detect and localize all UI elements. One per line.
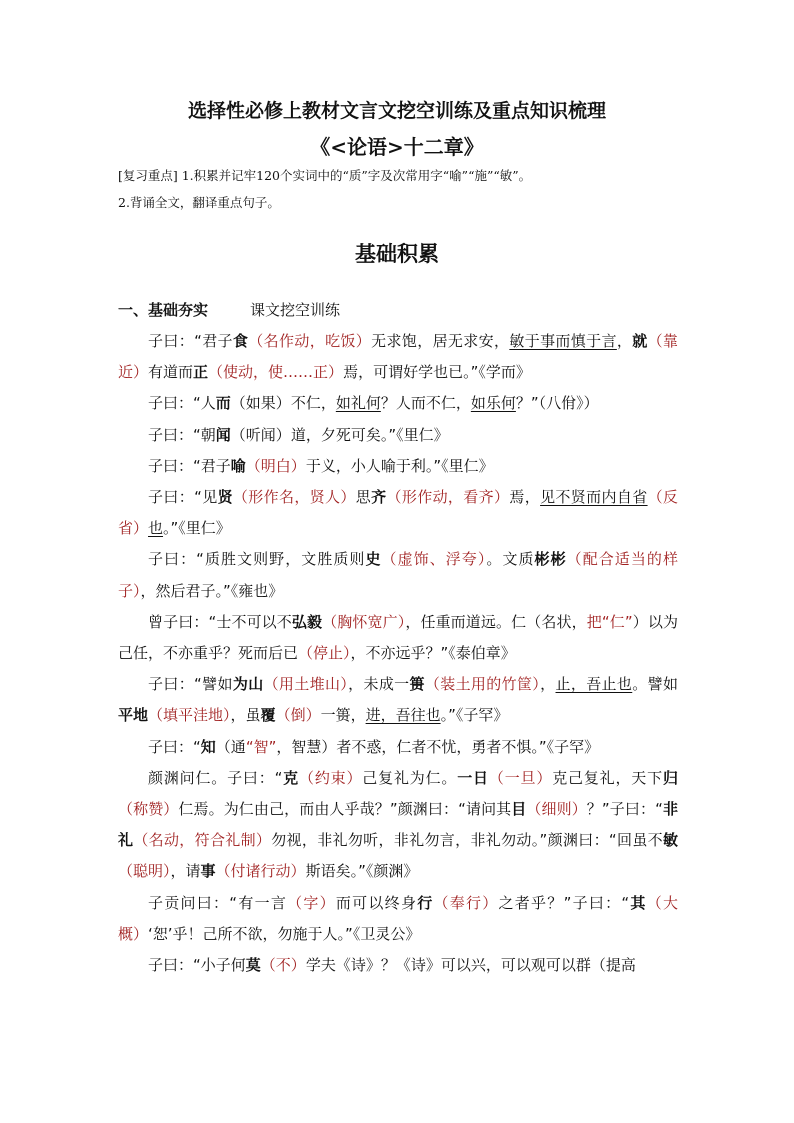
text-segment: ？”子曰：“ [586,800,663,819]
key-word: 而 [215,394,231,413]
text-segment: 子贡问曰：“有一言 [148,893,288,912]
key-word: 喻 [230,456,246,475]
review-points-line-2: 2.背诵全文，翻译重点句子。 [118,195,280,210]
text-segment: 曾子曰：“士不可以不 [148,612,292,631]
text-segment: 子曰：“ [148,737,201,756]
text-segment: 学夫《诗》？《诗》可以兴，可以观可以群（提高 [305,956,636,975]
text-paragraph [118,482,678,544]
annotation-note: （大概） [118,893,678,943]
key-word: 非礼 [118,800,678,850]
key-word: 篑 [409,675,425,694]
text-segment: 子曰：“质胜文则野，文胜质则 [148,550,366,569]
text-segment: 子曰：“譬如 [148,675,233,694]
key-word: 贤 [217,488,233,507]
annotation-note: “智” [245,737,277,756]
text-paragraph [118,950,678,981]
key-word: 齐 [371,488,387,507]
exercise-body [118,326,678,981]
annotation-note: （形作动，看齐） [386,488,510,507]
text-segment: 子曰：“君子 [148,332,233,350]
text-segment: 。文质 [486,550,535,569]
text-segment: 子曰：“见 [148,488,218,507]
annotation-note: 把“仁” [586,612,633,631]
text-segment: ， [540,675,556,694]
annotation-note: （名动，符合礼制） [133,831,272,850]
text-segment: 一篑， [320,706,366,725]
text-segment: （通 [215,737,246,756]
key-sentence: 也 [148,519,164,538]
text-paragraph [118,669,678,731]
key-word: 覆 [260,706,276,725]
annotation-note: （用土堆山） [263,675,349,694]
text-paragraph [118,388,678,419]
text-paragraph [118,451,678,482]
key-sentence: 止，吾止也 [555,675,633,694]
key-word: 就 [632,332,648,350]
text-segment: 勿视，非礼勿听，非礼勿言，非礼勿动。”颜渊曰：“回虽不 [271,831,663,850]
text-segment: 无求饱，居无求安， [371,332,510,350]
document-subtitle: 《<论语>十二章》 [310,135,484,159]
key-word: 食 [232,332,249,350]
annotation-note: （停止） [298,644,351,663]
text-segment: 子曰：“人 [148,394,216,413]
key-word: 其 [629,893,647,912]
annotation-note: （虚饰、浮夸） [381,550,487,569]
text-segment: ，任重而道远。仁（名状， [405,612,587,631]
text-segment: 之者乎？”子曰：“ [498,893,630,912]
key-word: 正 [193,363,209,382]
part-heading [118,299,340,320]
text-segment: 。”《子罕》 [440,706,509,725]
annotation-note: （细则） [526,800,587,819]
text-segment: 焉， [509,488,541,507]
key-word: 一日 [457,768,489,787]
annotation-note: （字） [287,893,336,912]
text-paragraph [118,732,678,763]
text-segment: 己复礼为仁。 [362,768,458,787]
text-segment: 子曰：“朝 [148,425,216,444]
key-word: 归 [662,768,678,787]
key-word: 为山 [232,675,264,694]
text-paragraph [118,607,678,669]
text-segment: 克己复礼，天下 [552,768,663,787]
text-segment: （听闻） [230,425,291,444]
key-sentence: 如礼何 [335,394,381,413]
annotation-note: （胸怀宽广） [322,612,406,631]
text-paragraph [118,420,678,451]
annotation-note: （使动，使……正） [208,363,344,382]
text-segment: 颜渊问仁。子曰：“ [148,768,283,787]
key-word: 史 [365,550,382,569]
key-word: 行 [417,893,434,912]
text-paragraph [118,326,678,388]
text-segment: ‘恕’乎！己所不欲，勿施于人。”《卫灵公》 [148,924,421,943]
text-segment: ）以为己任，不亦重乎？死而后已 [118,612,678,663]
annotation-note: （反省） [118,488,678,538]
text-segment: 斯语矣。”《颜渊》 [305,862,419,881]
annotation-note: （名作动，吃饭） [248,332,372,350]
annotation-note: （聪明） [118,862,171,881]
key-word: 彬彬 [534,550,567,569]
text-segment: 子曰：“小子何 [148,956,246,975]
annotation-note: （约束） [299,768,363,787]
annotation-note: （靠近） [118,332,678,382]
text-segment: 仁焉。为仁由己，而由人乎哉？”颜渊曰：“请问其 [178,800,512,819]
key-sentence: 进，吾往也 [365,706,441,725]
text-segment: 而可以终身 [335,893,418,912]
text-segment: 于义，小人喻于利。”《里仁》 [305,456,494,475]
key-word: 目 [511,800,527,819]
text-segment: 者不惑，仁者不忧，勇者不惧。”《子罕》 [336,737,600,756]
key-sentence: 敏于事而慎于言 [509,332,617,350]
key-word: 平地 [118,706,149,725]
annotation-note: （明白） [245,456,306,475]
key-word: 弘毅 [291,612,323,631]
text-paragraph [118,888,678,950]
text-segment: ， [616,332,633,350]
text-paragraph [118,763,678,888]
key-sentence: 如乐何 [470,394,516,413]
text-segment: ？人而不仁， [380,394,471,413]
text-segment: 有道而 [148,363,194,382]
text-segment: 道，夕死可矣。”《里仁》 [290,425,449,444]
annotation-note: （一旦） [488,768,553,787]
key-word: 敏 [662,831,678,850]
key-word: 莫 [245,956,261,975]
text-segment: 子曰：“君子 [148,456,231,475]
key-sentence: 见不贤而内自省 [540,488,648,507]
text-segment: （如果） [230,394,291,413]
annotation-note: （装土用的竹筐） [424,675,541,694]
annotation-note: （付诸行动） [215,862,306,881]
part-subtitle: 课文挖空训练 [250,302,341,319]
text-segment: ，请 [170,862,201,881]
text-paragraph [118,544,678,606]
text-segment: 。譬如 [632,675,678,694]
part-number: 一、基础夯实 [118,302,209,319]
text-segment: 。”《里仁》 [163,519,231,538]
annotation-note: （倒） [275,706,321,725]
key-word: 闻 [215,425,231,444]
text-segment: ，未成一 [348,675,410,694]
text-segment: 焉，可谓好学也已。”《学而》 [343,363,531,382]
section-heading: 基础积累 [355,241,439,266]
text-segment: ，然后君子。”《雍也》 [140,581,284,600]
annotation-note: （形作名，贤人） [232,488,356,507]
text-segment: ？”（八佾》） [515,394,599,413]
annotation-note: （配合适当的样子） [118,550,678,600]
key-word: 克 [282,768,299,787]
key-word: 知 [200,737,216,756]
text-segment: 不仁， [290,394,336,413]
key-word: 事 [200,862,216,881]
text-segment: 思 [355,488,372,507]
annotation-note: （奉行） [433,893,499,912]
text-segment: ，不亦远乎？”《泰伯章》 [350,644,516,663]
review-points-line-1: [复习重点] 1.积累并记牢120个实词中的“质”字及次常用字“喻”“施”“敏”。 [118,168,532,183]
text-segment: ，智慧） [276,737,337,756]
annotation-note: （填平洼地） [148,706,231,725]
document-title: 选择性必修上教材文言文挖空训练及重点知识梳理 [187,100,606,122]
annotation-note: （称赞） [118,800,179,819]
text-segment: ，虽 [230,706,261,725]
annotation-note: （不） [260,956,306,975]
